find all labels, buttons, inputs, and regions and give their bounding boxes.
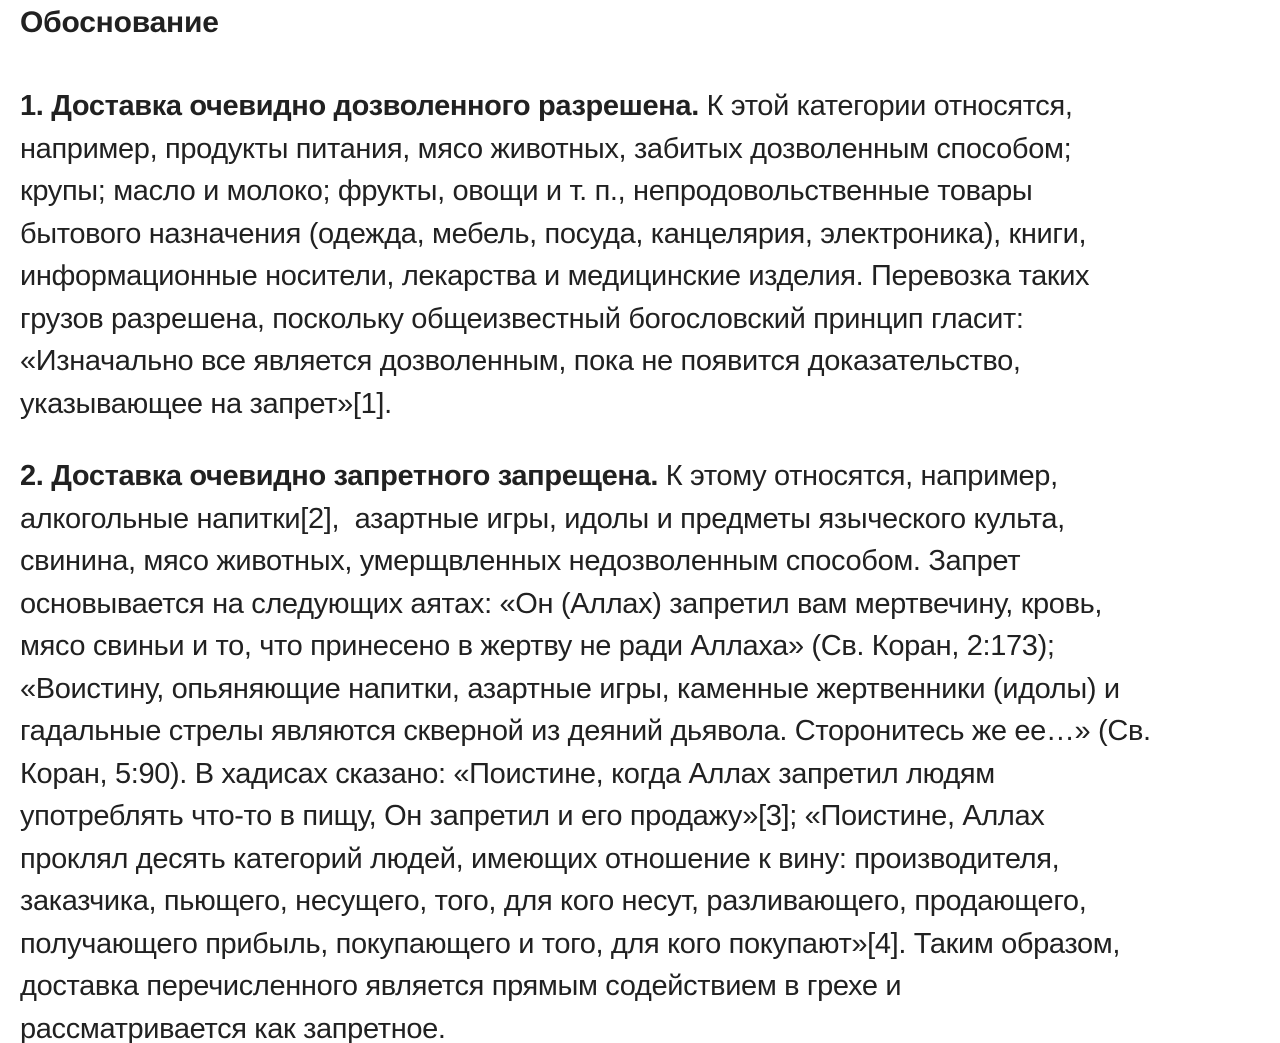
text-line: информационные носители, лекарства и медицинские изделия. Перевозка таких: [20, 260, 1090, 292]
text-line: грузов разрешена, поскольку общеизвестный богословский принцип гласит:: [20, 302, 1024, 335]
text-line: «Изначально все является дозволенным, пока не появится доказательство,: [20, 345, 1021, 377]
text-line: употреблять что-то в пищу, Он запретил и его продажу»[3]; «Поистине, Аллах: [20, 800, 1045, 832]
text-line: гадальные стрелы являются скверной из деяний дьявола. Сторонитесь же ее…» (Св.: [20, 715, 1151, 747]
text-line: получающего прибыль, покупающего и того, для кого покупают»[4]. Таким образом,: [20, 927, 1121, 960]
text-line: 1. Доставка очевидно дозволенного разрешена. К этой категории относятся,: [20, 90, 1073, 122]
paragraph-lead: 1. Доставка очевидно дозволенного разрешена.: [20, 90, 699, 122]
text-line: мясо свиньи и то, что принесено в жертву не ради Аллаха» (Св. Коран, 2:173);: [20, 630, 1055, 662]
text-line: 2. Доставка очевидно запретного запрещена. К этому относятся, например,: [20, 460, 1058, 492]
paragraph: [20, 455, 1262, 1043]
text-line: алкогольные напитки[2], азартные игры, идолы и предметы языческого культа,: [20, 502, 1065, 535]
text-line: Коран, 5:90). В хадисах сказано: «Поистине, когда Аллах запретил людям: [20, 757, 995, 790]
text-line: бытового назначения (одежда, мебель, посуда, канцелярия, электроника), книги,: [20, 217, 1087, 250]
paragraph: [20, 85, 1262, 425]
text-line: указывающее на запрет»[1].: [20, 387, 392, 420]
text-line: доставка перечисленного является прямым содействием в грехе и: [20, 970, 902, 1002]
text-line: «Воистину, опьяняющие напитки, азартные игры, каменные жертвенники (идолы) и: [20, 672, 1120, 705]
text-line: например, продукты питания, мясо животных, забитых дозволенным способом;: [20, 132, 1072, 165]
text-line: основывается на следующих аятах: «Он (Аллах) запретил вам мертвечину, кровь,: [20, 587, 1103, 620]
text-line: крупы; масло и молоко; фрукты, овощи и т. п., непродовольственные товары: [20, 175, 1033, 207]
text-line: заказчика, пьющего, несущего, того, для кого несут, разливающего, продающего,: [20, 885, 1087, 917]
page-title: Обоснование: [20, 6, 219, 39]
document-body: [20, 85, 1262, 1043]
paragraph-lead: 2. Доставка очевидно запретного запрещена.: [20, 460, 659, 492]
text-line: проклял десять категорий людей, имеющих отношение к вину: производителя,: [20, 842, 1060, 875]
text-line: свинина, мясо животных, умерщвленных недозволенным способом. Запрет: [20, 545, 1021, 577]
text-line: рассматривается как запретное.: [20, 1012, 446, 1043]
